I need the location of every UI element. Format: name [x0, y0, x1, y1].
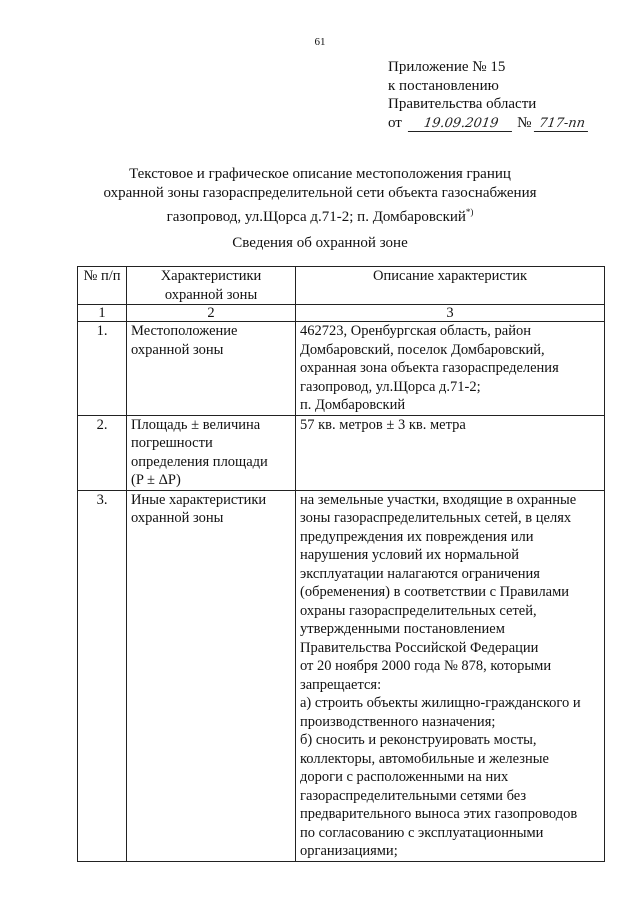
cell-line: охранная зона объекта газораспределения [300, 360, 559, 376]
cell-line: б) сносить и реконструировать мосты, [300, 732, 537, 748]
protection-zone-table [77, 266, 605, 862]
page-number: 61 [314, 36, 326, 48]
row-characteristic [127, 415, 296, 490]
header-text: Описание характеристик [372, 268, 527, 284]
cell-line: организациями; [300, 843, 398, 859]
appendix-date-number-line [388, 114, 589, 133]
cell-line: утвержденными постановлением [300, 621, 505, 637]
row-description [296, 322, 605, 416]
number-label: № [517, 114, 532, 131]
title-line-text: газопровод, ул.Щорса д.71-2; п. Домбаровский [166, 209, 466, 225]
column-number: 2 [127, 305, 296, 322]
table-row [78, 490, 605, 861]
row-number: 2. [78, 415, 127, 490]
footnote-mark: *) [465, 207, 474, 217]
cell-line: Площадь ± величина [131, 416, 261, 433]
table-row [78, 322, 605, 416]
header-text: № [83, 268, 98, 284]
cell-line: (обременения) в соответствии с Правилами [300, 584, 570, 600]
cell-line: охранной зоны [131, 341, 224, 358]
row-number: 1. [78, 322, 127, 416]
cell-line: нарушения условий их нормальной [300, 547, 520, 563]
row-number: 3. [78, 490, 127, 861]
table-row [78, 415, 605, 490]
cell-line: запрещается: [300, 676, 382, 693]
row-description [296, 490, 605, 861]
column-number-row [78, 305, 605, 322]
title-line: Текстовое и графическое описание местоположения границ [129, 166, 511, 182]
cell-line: 57 кв. метров ± 3 кв. метра [300, 416, 466, 433]
cell-line: п. Домбаровский [300, 397, 406, 413]
from-label: от [388, 114, 402, 131]
cell-line: коллекторы, автомобильные и железные [300, 750, 549, 767]
cell-line: от 20 ноября 2000 года № 878, которыми [300, 658, 552, 674]
row-characteristic [127, 322, 296, 416]
row-description [296, 415, 605, 490]
header-text: п/п [100, 268, 121, 284]
cell-line: дороги с расположенными на них [300, 769, 509, 785]
appendix-government: Правительства области [388, 96, 537, 112]
cell-line: Местоположение [131, 323, 238, 339]
cell-line: Иные характеристики [131, 491, 267, 508]
title-line: охранной зоны газораспределительной сети объекта газоснабжения [103, 185, 537, 201]
cell-line: газопровод, ул.Щорса д.71-2; [300, 378, 481, 395]
document-title [80, 165, 560, 227]
row-characteristic [127, 490, 296, 861]
handwritten-number: 717-пп [534, 116, 590, 132]
cell-line: Домбаровский, поселок Домбаровский, [300, 341, 545, 358]
column-number: 1 [78, 305, 127, 322]
appendix-resolution-ref: к постановлению [388, 77, 499, 94]
cell-line: охраны газораспределительных сетей, [300, 602, 537, 619]
cell-line: на земельные участки, входящие в охранные [300, 491, 577, 508]
header-text: Характеристики [160, 268, 262, 284]
cell-line: Правительства Российской Федерации [300, 639, 539, 656]
cell-line: эксплуатации налагаются ограничения [300, 565, 540, 582]
cell-line: погрешности [131, 435, 213, 451]
header-text: охранной зоны [164, 286, 258, 303]
appendix-block [388, 58, 589, 132]
section-title: Сведения об охранной зоне [232, 235, 408, 251]
cell-line: зоны газораспределительных сетей, в целях [300, 510, 572, 526]
cell-line: производственного назначения; [300, 713, 496, 730]
column-number: 3 [296, 305, 605, 322]
cell-line: предварительного выноса этих газопроводов [300, 806, 578, 822]
cell-line: предупреждения их повреждения или [300, 528, 534, 545]
header-description [296, 267, 605, 305]
appendix-title: Приложение № 15 [388, 59, 506, 75]
cell-line: 462723, Оренбургская область, район [300, 323, 531, 339]
header-number [78, 267, 127, 305]
cell-line: охранной зоны [131, 510, 224, 526]
handwritten-date: 19.09.2019 [408, 116, 514, 132]
cell-line: определения площади [131, 453, 268, 470]
table-header-row [78, 267, 605, 305]
cell-line: а) строить объекты жилищно-гражданского и [300, 695, 581, 711]
cell-line: по согласованию с эксплуатационными [300, 824, 544, 841]
header-characteristics [127, 267, 296, 305]
cell-line: газораспределительными сетями без [300, 787, 527, 804]
title-line [80, 203, 560, 227]
cell-line: (P ± ΔP) [131, 472, 181, 488]
